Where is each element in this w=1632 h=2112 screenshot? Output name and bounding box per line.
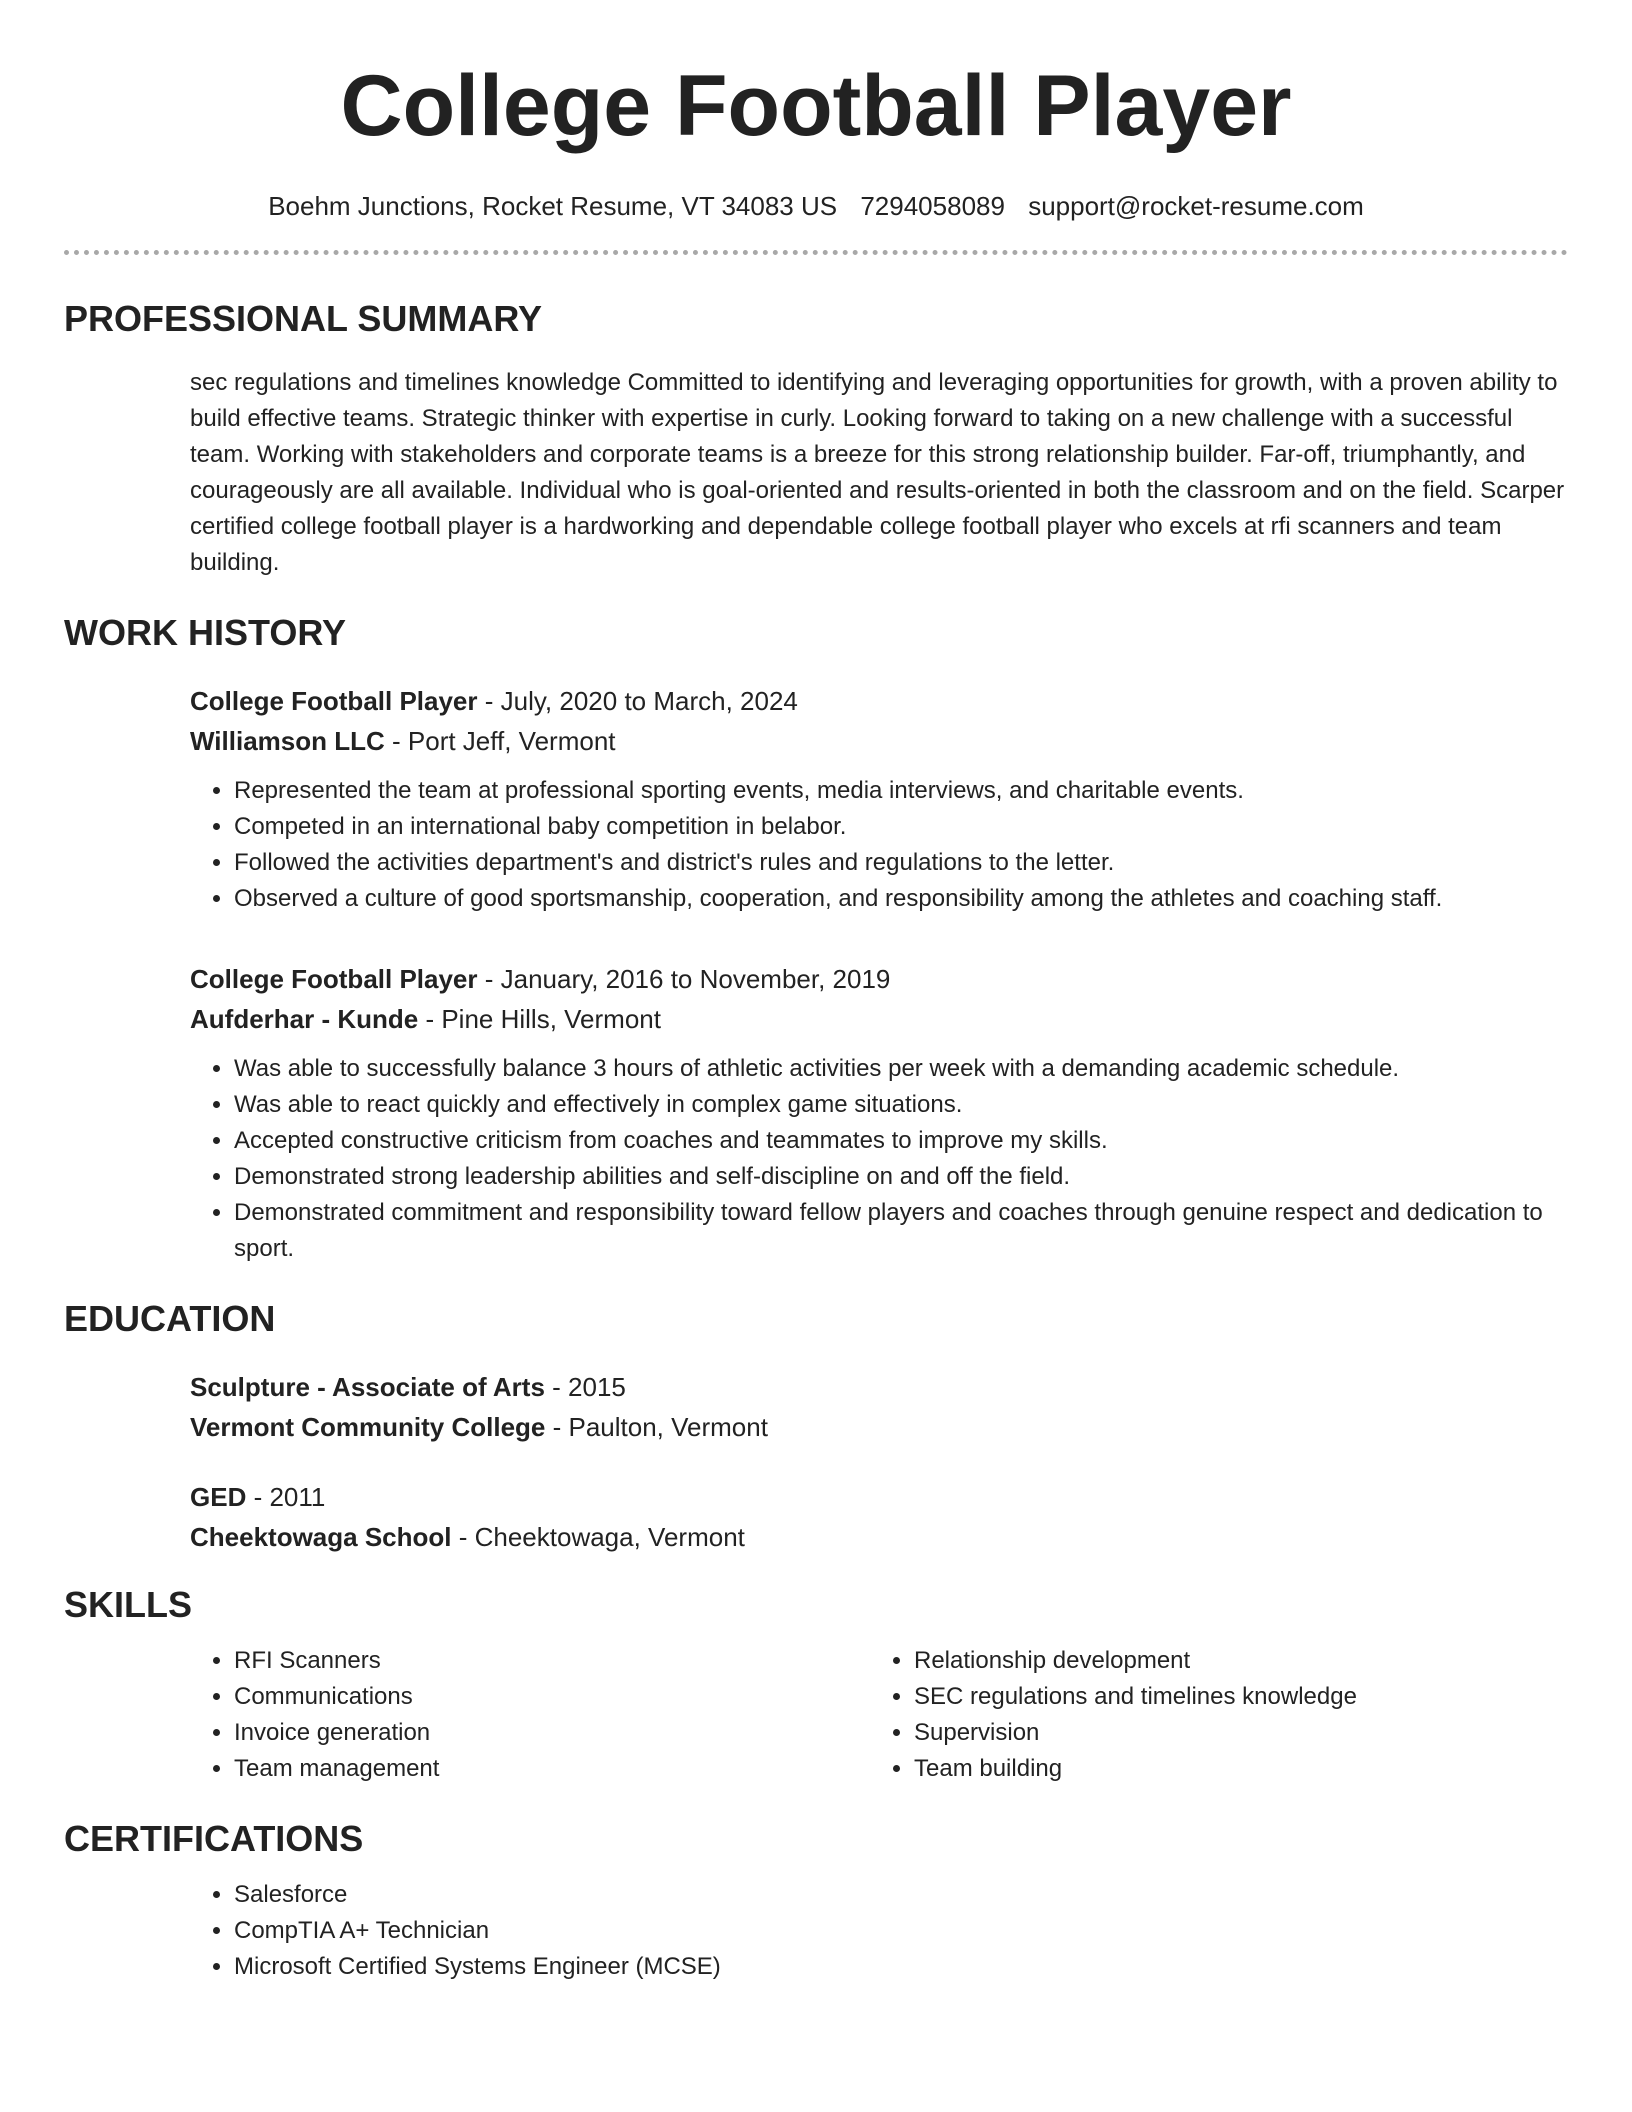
skill-item: • Relationship development (914, 1643, 1550, 1679)
job-bullet: • Represented the team at professional sporting events, media interviews, and charitable events. (234, 773, 1568, 809)
education-degree-line (190, 1367, 1568, 1407)
skill-item: • SEC regulations and timelines knowledge (914, 1679, 1550, 1715)
education-school: Cheektowaga School (190, 1522, 452, 1552)
job-company: Aufderhar - Kunde (190, 1004, 419, 1034)
header-divider (64, 250, 1568, 255)
education-entry (190, 1477, 1568, 1557)
job-bullet: • Accepted constructive criticism from coaches and teammates to improve my skills. (234, 1123, 1568, 1159)
skills-list (190, 1643, 870, 1787)
job-bullets (190, 773, 1568, 917)
work-history-section (64, 681, 1568, 1267)
job-entry (190, 959, 1568, 1267)
skill-item: • RFI Scanners (234, 1643, 870, 1679)
education-year: - 2015 (544, 1372, 626, 1402)
job-bullet: • Observed a culture of good sportsmanship, cooperation, and responsibility among the athletes and coaching staff. (234, 881, 1568, 917)
skill-item: • Communications (234, 1679, 870, 1715)
skill-item: • Team management (234, 1751, 870, 1787)
education-entry (190, 1367, 1568, 1447)
job-title-line (190, 959, 1568, 999)
certifications-section (64, 1877, 1568, 1985)
job-company-line (190, 721, 1568, 761)
job-bullet: • Demonstrated strong leadership abilities and self-discipline on and off the field. (234, 1159, 1568, 1195)
skills-grid (190, 1643, 1568, 1787)
job-title-line (190, 681, 1568, 721)
summary-heading: PROFESSIONAL SUMMARY (64, 298, 543, 339)
certifications-list (190, 1877, 1568, 1985)
education-section (64, 1367, 1568, 1557)
contact-email: support@rocket-resume.com (1028, 191, 1364, 221)
education-degree: GED (190, 1482, 247, 1512)
education-location: - Cheektowaga, Vermont (451, 1522, 745, 1552)
skills-section (64, 1643, 1568, 1787)
summary-text: sec regulations and timelines knowledge Committed to identifying and leveraging opportunities for growth, with a proven ability to build effective teams. Strategic thinker with expertise in curly. Looking forward to taking on a new challenge with a successful team. Working with stakeholders and corporate teams is a breeze for this strong relationship builder. Far-off, triumphantly, and courageously are all available. Individual who is goal-oriented and results-oriented in both the classroom and on the field. Scarper certified college football player is a hardworking and dependable college football player who excels at rfi scanners and team building. (190, 369, 1565, 576)
job-bullet: • Was able to react quickly and effectively in complex game situations. (234, 1087, 1568, 1123)
skills-column-right (870, 1643, 1550, 1787)
job-dates: - July, 2020 to March, 2024 (477, 686, 798, 716)
education-heading: EDUCATION (64, 1298, 276, 1339)
job-dates: - January, 2016 to November, 2019 (477, 964, 891, 994)
summary-section (64, 365, 1568, 581)
job-bullet: • Demonstrated commitment and responsibility toward fellow players and coaches through genuine respect and dedication to sport. (234, 1195, 1568, 1267)
job-entry (190, 681, 1568, 917)
certification-item: • Salesforce (234, 1877, 1568, 1913)
education-school-line (190, 1517, 1568, 1557)
job-bullet: • Was able to successfully balance 3 hours of athletic activities per week with a demanding academic schedule. (234, 1051, 1568, 1087)
education-degree-line (190, 1477, 1568, 1517)
job-role: College Football Player (190, 686, 478, 716)
resume-name: College Football Player (340, 58, 1292, 154)
certification-item: • CompTIA A+ Technician (234, 1913, 1568, 1949)
job-role: College Football Player (190, 964, 478, 994)
education-school-line (190, 1407, 1568, 1447)
certifications-heading: CERTIFICATIONS (64, 1818, 364, 1859)
education-location: - Paulton, Vermont (545, 1412, 768, 1442)
skill-item: • Supervision (914, 1715, 1550, 1751)
skills-heading: SKILLS (64, 1584, 193, 1625)
contact-line (64, 190, 1568, 222)
job-bullets (190, 1051, 1568, 1267)
skills-list (870, 1643, 1550, 1787)
skills-column-left (190, 1643, 870, 1787)
job-bullet: • Competed in an international baby competition in belabor. (234, 809, 1568, 845)
contact-address: Boehm Junctions, Rocket Resume, VT 34083 US (268, 191, 838, 221)
education-school: Vermont Community College (190, 1412, 546, 1442)
contact-phone: 7294058089 (860, 191, 1005, 221)
job-location: - Port Jeff, Vermont (384, 726, 616, 756)
job-location: - Pine Hills, Vermont (418, 1004, 661, 1034)
work-history-heading: WORK HISTORY (64, 612, 347, 653)
skill-item: • Invoice generation (234, 1715, 870, 1751)
job-company: Williamson LLC (190, 726, 385, 756)
skill-item: • Team building (914, 1751, 1550, 1787)
certification-item: • Microsoft Certified Systems Engineer (MCSE) (234, 1949, 1568, 1985)
education-year: - 2011 (246, 1482, 326, 1512)
education-degree: Sculpture - Associate of Arts (190, 1372, 545, 1402)
job-company-line (190, 999, 1568, 1039)
job-bullet: • Followed the activities department's and district's rules and regulations to the letter. (234, 845, 1568, 881)
